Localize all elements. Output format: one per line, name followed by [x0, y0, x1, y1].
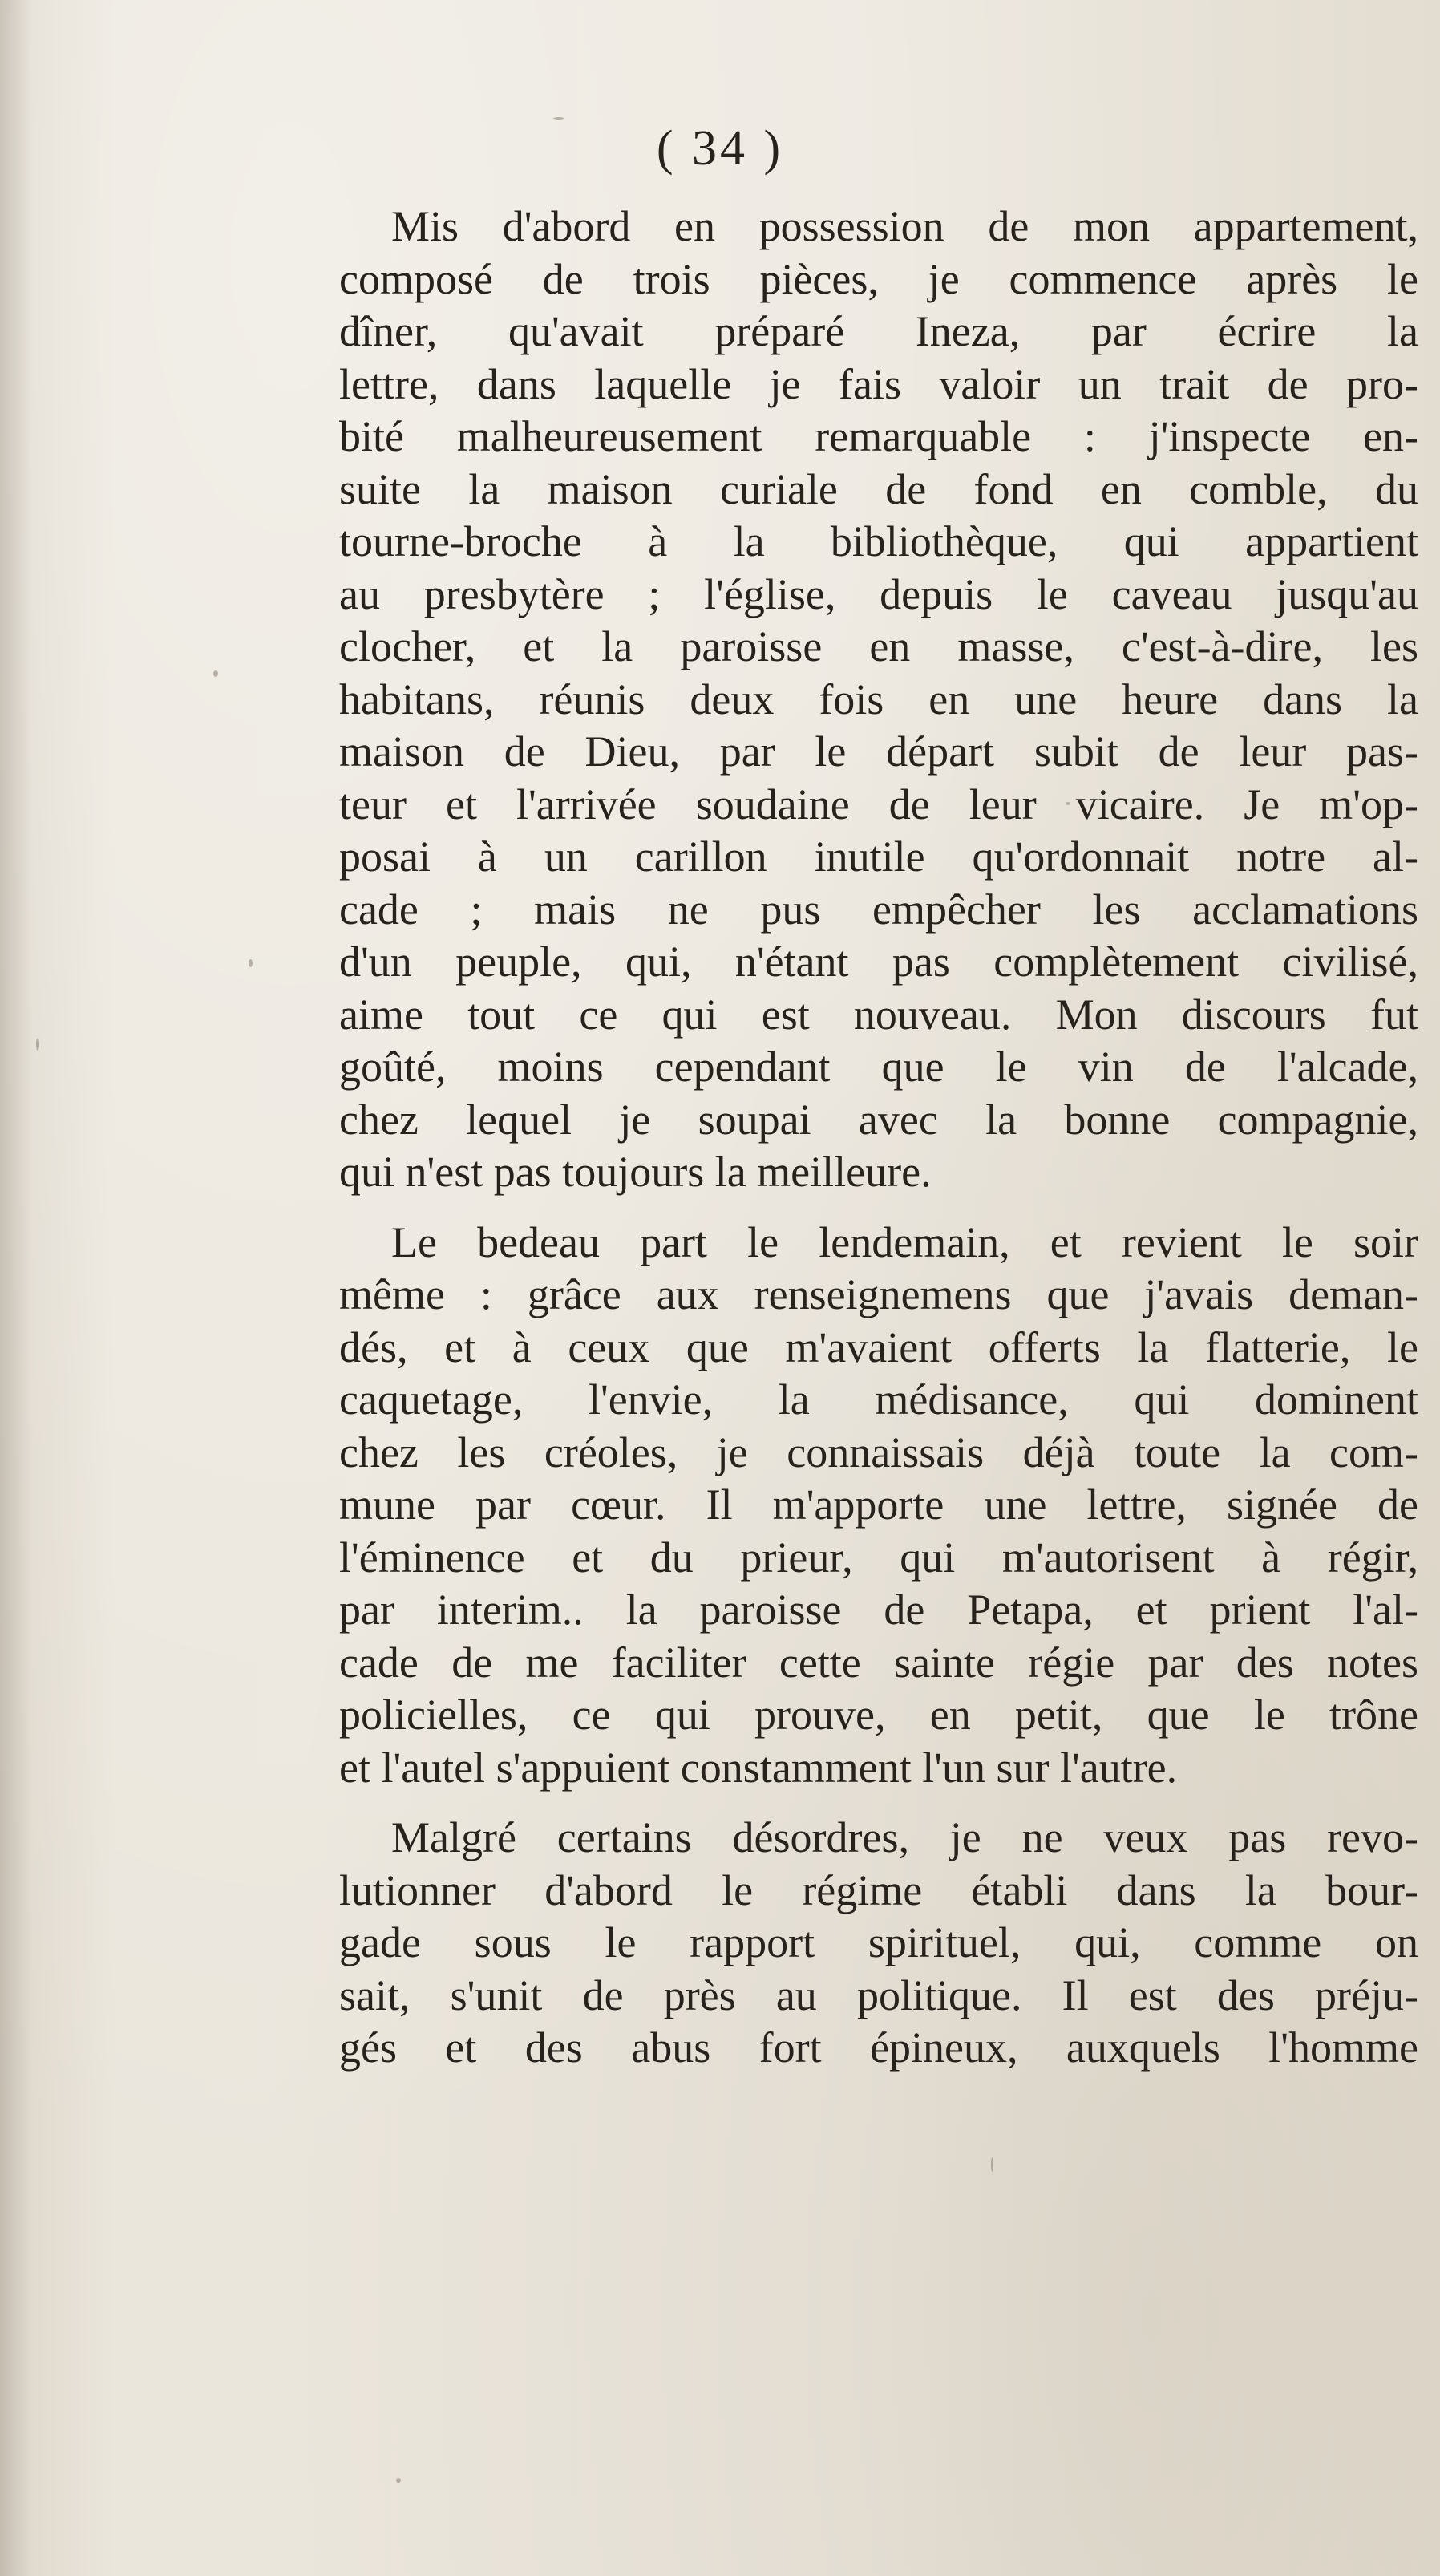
text-line: maison de Dieu, par le départ subit de leur pas-: [339, 727, 1418, 776]
text-line: mune par cœur. Il m'apporte une lettre, signée de: [339, 1480, 1418, 1529]
text-line: par interim.. la paroisse de Petapa, et prient l'al-: [339, 1586, 1418, 1634]
paragraph-1: [339, 200, 1418, 1199]
text-line: teur et l'arrivée soudaine de leur vicaire. Je m'op-: [339, 780, 1418, 828]
body-text: [339, 200, 1418, 2092]
text-line: bité malheureusement remarquable : j'inspecte en-: [339, 412, 1418, 460]
text-line: au presbytère ; l'église, depuis le caveau jusqu'au: [339, 569, 1418, 618]
text-line: gade sous le rapport spirituel, qui, comme on: [339, 1918, 1418, 1966]
text-line: même : grâce aux renseignemens que j'avais deman-: [339, 1270, 1418, 1318]
text-line: qui n'est pas toujours la meilleure.: [339, 1148, 932, 1196]
page-number: ( 34 ): [656, 121, 784, 176]
text-line: Malgré certains désordres, je ne veux pas revo-: [391, 1813, 1418, 1861]
page-gutter-shadow: [0, 0, 32, 2576]
paragraph-2: [339, 1217, 1418, 1795]
text-line: sait, s'unit de près au politique. Il est des préju-: [339, 1970, 1418, 2019]
paragraph-3: [339, 1812, 1418, 2075]
text-line: goûté, moins cependant que le vin de l'alcade,: [339, 1043, 1418, 1091]
text-line: dés, et à ceux que m'avaient offerts la flatterie, le: [339, 1322, 1418, 1371]
text-line: d'un peuple, qui, n'étant pas complètement civilisé,: [339, 938, 1418, 986]
text-line: caquetage, l'envie, la médisance, qui dominent: [339, 1375, 1418, 1424]
text-line: l'éminence et du prieur, qui m'autorisent à régir,: [339, 1533, 1418, 1582]
text-line: tourne-broche à la bibliothèque, qui appartient: [339, 517, 1418, 565]
text-line: et l'autel s'appuient constamment l'un sur l'autre.: [339, 1743, 1178, 1792]
text-line: chez lequel je soupai avec la bonne compagnie,: [339, 1095, 1418, 1144]
text-line: chez les créoles, je connaissais déjà toute la com-: [339, 1428, 1418, 1476]
text-line: lutionner d'abord le régime établi dans la bour-: [339, 1865, 1418, 1914]
text-line: Mis d'abord en possession de mon appartement,: [391, 202, 1418, 250]
text-line: suite la maison curiale de fond en comble, du: [339, 464, 1418, 513]
text-line: lettre, dans laquelle je fais valoir un trait de pro-: [339, 359, 1418, 408]
text-line: dîner, qu'avait préparé Ineza, par écrire la: [339, 307, 1418, 355]
text-line: cade de me faciliter cette sainte régie par des notes: [339, 1638, 1418, 1687]
text-line: aime tout ce qui est nouveau. Mon discours fut: [339, 990, 1418, 1039]
text-line: cade ; mais ne pus empêcher les acclamations: [339, 885, 1418, 934]
text-line: policielles, ce qui prouve, en petit, que le trône: [339, 1691, 1418, 1739]
text-line: composé de trois pièces, je commence après le: [339, 254, 1418, 303]
text-line: gés et des abus fort épineux, auxquels l'homme: [339, 2023, 1418, 2072]
text-line: habitans, réunis deux fois en une heure dans la: [339, 674, 1418, 723]
text-line: Le bedeau part le lendemain, et revient le soir: [391, 1217, 1418, 1266]
text-line: clocher, et la paroisse en masse, c'est-à-dire, les: [339, 622, 1418, 670]
text-line: posai à un carillon inutile qu'ordonnait notre al-: [339, 832, 1418, 881]
